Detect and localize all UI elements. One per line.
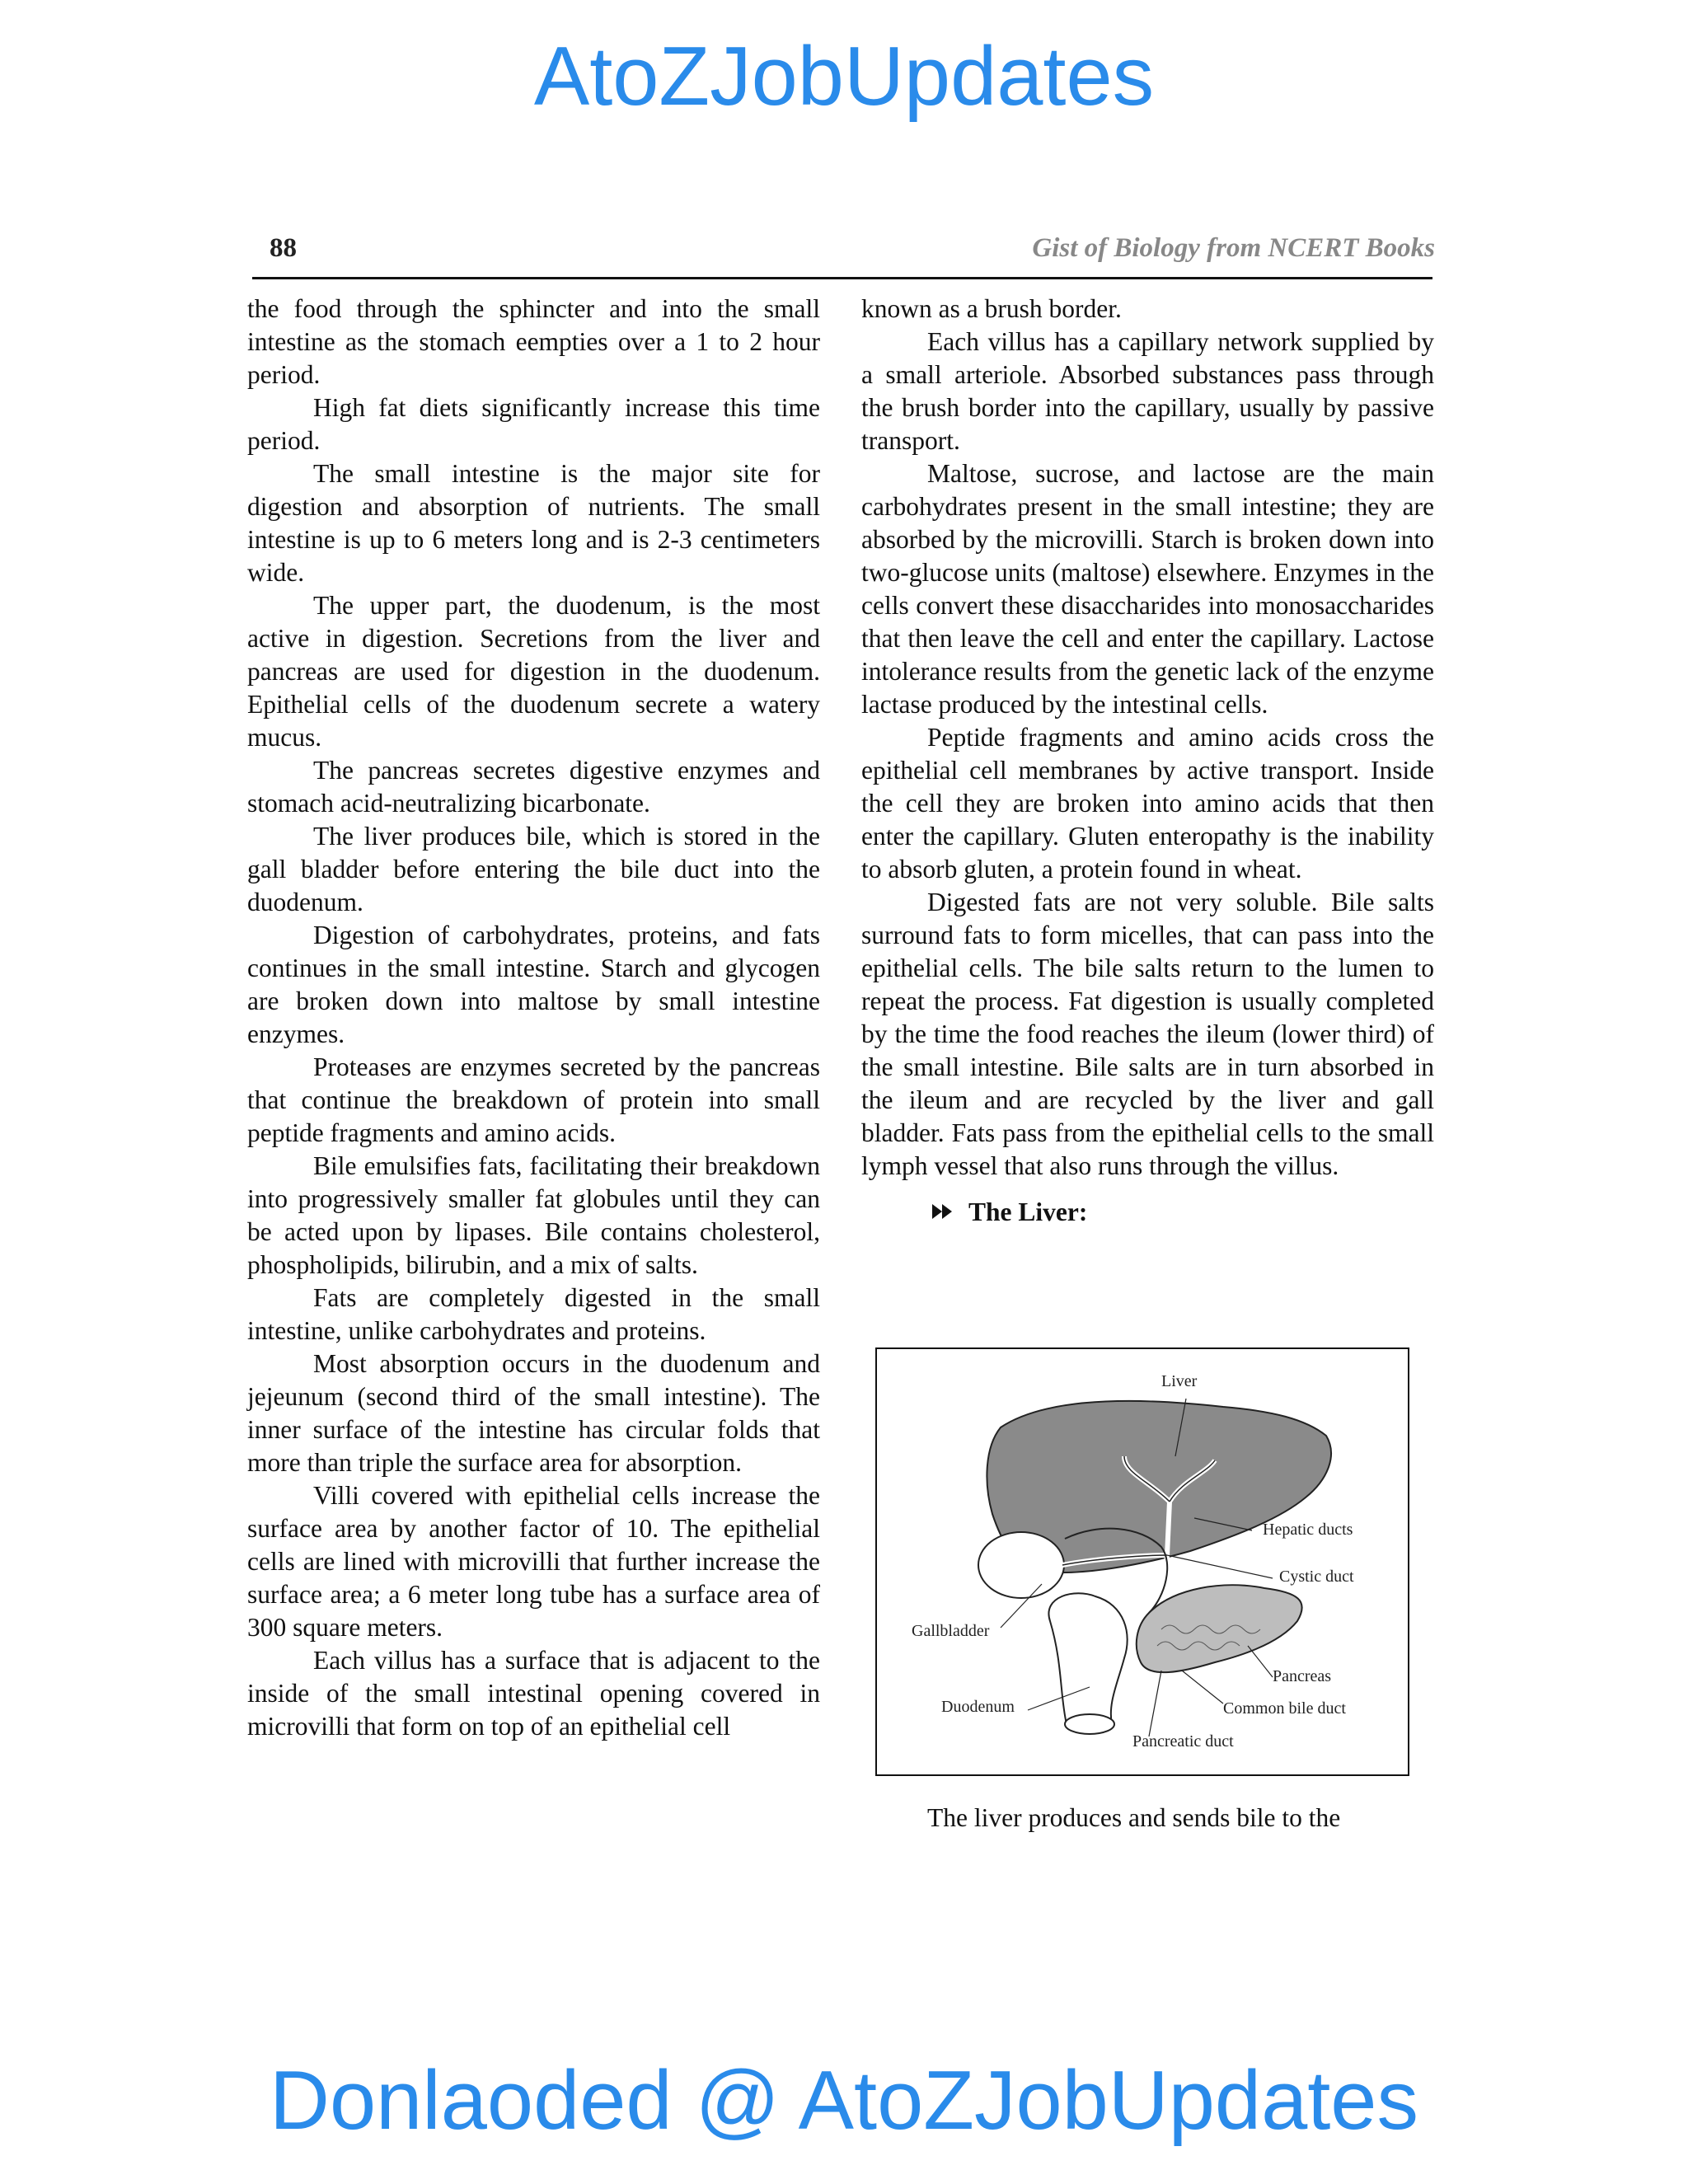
label-pancreatic-duct: Pancreatic duct <box>1132 1732 1234 1750</box>
paragraph: known as a brush border. <box>861 294 1122 323</box>
pancreas-shape <box>1137 1585 1302 1672</box>
right-column <box>861 293 1434 1229</box>
paragraph: Bile emulsifies fats, facilitating their breakdown into progressively smaller fat globules until they can be acted upon by lipases. Bile contains cholesterol, phospholipids, bilirubin, and a mix of salts. <box>247 1151 820 1279</box>
paragraph: Proteases are enzymes secreted by the pancreas that continue the breakdown of protein into small peptide fragments and amino acids. <box>247 1052 820 1147</box>
double-arrow-icon <box>931 1196 968 1229</box>
paragraph: Each villus has a surface that is adjacent to the inside of the small intestinal opening covered in microvilli that form on top of an epithelial cell <box>247 1646 820 1741</box>
gallbladder-shape <box>978 1532 1064 1598</box>
section-heading <box>931 1196 1434 1229</box>
paragraph: Digested fats are not very soluble. Bile salts surround fats to form micelles, that can pass into the epithelial cells. The bile salts return to the lumen to repeat the process. Fat digestion is usually completed by the time the food reaches the ileum (lower third) of the small intestine. Bile salts are in turn absorbed in the ileum and are recycled by the liver and gall bladder. Fats pass from the epithelial cells to the small lymph vessel that also runs through the villus. <box>861 888 1434 1180</box>
label-duodenum: Duodenum <box>941 1698 1015 1716</box>
paragraph: Maltose, sucrose, and lactose are the main carbohydrates present in the small intestine; they are absorbed by the microvilli. Starch is broken down into two-glucose units (maltose) elsewhere. Enzymes in the cells convert these disaccharides into monosaccharides that then leave the cell and enter the capillary. Lactose intolerance results from the genetic lack of the enzyme lactase produced by the intestinal cells. <box>861 459 1434 719</box>
paragraph: Villi covered with epithelial cells increase the surface area by another factor of 10. The epithelial cells are lined with microvilli that further increase the surface area; a 6 meter long tube has a surface area of 300 square meters. <box>247 1481 820 1642</box>
watermark-bottom: Donlaoded @ AtoZJobUpdates <box>270 2055 1418 2147</box>
paragraph: The pancreas secretes digestive enzymes and stomach acid-neutralizing bicarbonate. <box>247 756 820 818</box>
paragraph: Peptide fragments and amino acids cross the epithelial cell membranes by active transport. Inside the cell they are broken into amino acids that then enter the capillary. Gluten enteropathy is the inability to absorb gluten, a protein found in wheat. <box>861 723 1434 883</box>
label-pancreas: Pancreas <box>1273 1667 1332 1685</box>
section-heading-text: The Liver: <box>968 1197 1088 1226</box>
label-cystic-duct: Cystic duct <box>1279 1568 1354 1586</box>
page-number: 88 <box>270 233 297 263</box>
liver-diagram-svg <box>877 1349 1408 1774</box>
label-common-bile-duct: Common bile duct <box>1223 1699 1346 1718</box>
paragraph: The upper part, the duodenum, is the most active in digestion. Secretions from the liver and pancreas are used for digestion in the duodenum. Epithelial cells of the duodenum secrete a watery mucus. <box>247 591 820 752</box>
liver-diagram <box>875 1347 1409 1776</box>
label-liver: Liver <box>1161 1372 1198 1390</box>
watermark-top: AtoZJobUpdates <box>533 30 1155 123</box>
label-hepatic-ducts: Hepatic ducts <box>1263 1521 1353 1539</box>
paragraph: High fat diets significantly increase this time period. <box>247 393 820 455</box>
duodenum-shape <box>1048 1593 1127 1724</box>
paragraph: Most absorption occurs in the duodenum and jejeunum (second third of the small intestine). The inner surface of the intestine has circular folds that more than triple the surface area for absorption. <box>247 1349 820 1477</box>
running-title: Gist of Biology from NCERT Books <box>1032 233 1435 263</box>
left-column <box>247 293 820 1743</box>
label-gallbladder: Gallbladder <box>912 1622 990 1640</box>
paragraph: Digestion of carbohydrates, proteins, and fats continues in the small intestine. Starch and glycogen are broken down into maltose by small intestine enzymes. <box>247 921 820 1048</box>
paragraph: The liver produces bile, which is stored in the gall bladder before entering the bile duct into the duodenum. <box>247 822 820 916</box>
paragraph: Fats are completely digested in the small intestine, unlike carbohydrates and proteins. <box>247 1283 820 1345</box>
paragraph: The small intestine is the major site for digestion and absorption of nutrients. The small intestine is up to 6 meters long and is 2-3 centimeters wide. <box>247 459 820 587</box>
paragraph: Each villus has a capillary network supplied by a small arteriole. Absorbed substances pass through the brush border into the capillary, usually by passive transport. <box>861 327 1434 455</box>
header-rule <box>252 277 1432 279</box>
duodenum-opening <box>1065 1714 1114 1734</box>
continued-paragraph: The liver produces and sends bile to the <box>927 1803 1341 1832</box>
paragraph: the food through the sphincter and into the small intestine as the stomach eempties over a 1 to 2 hour period. <box>247 294 820 389</box>
